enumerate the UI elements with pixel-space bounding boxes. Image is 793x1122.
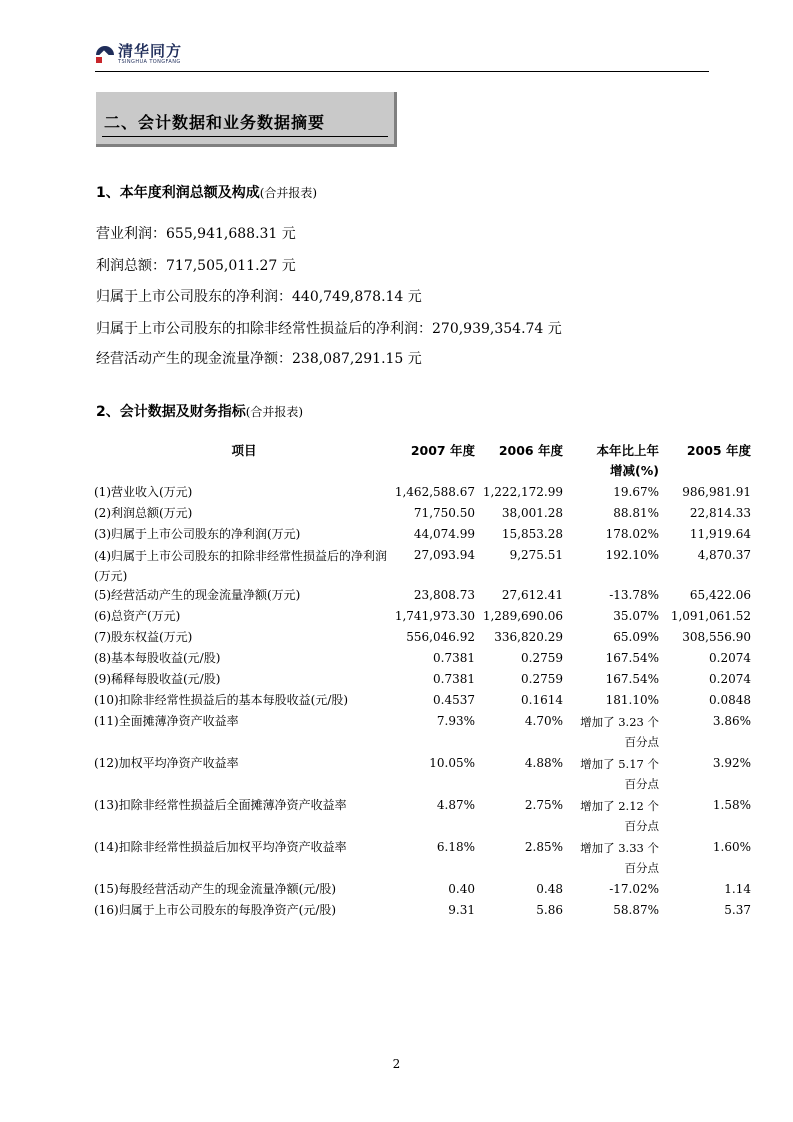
value-change: -17.02%	[609, 882, 659, 896]
row-label: (11)全面摊薄净资产收益率	[94, 714, 239, 728]
subsection-2-note: (合并报表)	[245, 405, 304, 419]
table-row	[94, 796, 751, 838]
value-2006: 0.1614	[521, 693, 563, 707]
table-row	[94, 546, 751, 586]
value-2006: 5.86	[536, 903, 563, 917]
value-change: 35.07%	[613, 609, 659, 623]
stat-net-profit-adjusted: 归属于上市公司股东的扣除非经常性损益后的净利润：270,939,354.74 元	[96, 321, 562, 337]
stat-net-profit: 归属于上市公司股东的净利润：440,749,878.14 元	[96, 289, 422, 305]
financial-indicators-table	[94, 437, 751, 922]
value-2007: 27,093.94	[413, 548, 475, 562]
header-change	[563, 437, 659, 483]
value-2006: 4.70%	[524, 714, 563, 728]
header-rule	[95, 71, 709, 72]
row-label: (2)利润总额(万元)	[94, 506, 193, 520]
value-2005: 4,870.37	[697, 548, 751, 562]
table-row	[94, 754, 751, 796]
section-title: 二、会计数据和业务数据摘要	[104, 113, 326, 132]
table-row	[94, 901, 751, 922]
value-change: 增加了 5.17 个 百分点	[580, 757, 659, 791]
value-2007: 4.87%	[436, 798, 475, 812]
table-row	[94, 838, 751, 880]
value-2006: 27,612.41	[501, 588, 563, 602]
value-2005: 1,091,061.52	[670, 609, 751, 623]
row-label: (15)每股经营活动产生的现金流量净额(元/股)	[94, 882, 337, 896]
value-2005: 1.58%	[712, 798, 751, 812]
value-2006: 4.88%	[524, 756, 563, 770]
table-row	[94, 670, 751, 691]
value-2007: 556,046.92	[406, 630, 475, 644]
value-change: 19.67%	[613, 485, 659, 499]
value-change: 58.87%	[613, 903, 659, 917]
value-2005: 5.37	[724, 903, 751, 917]
value-change: -13.78%	[609, 588, 659, 602]
table-row	[94, 628, 751, 649]
value-change: 167.54%	[605, 672, 659, 686]
row-label: (1)营业收入(万元)	[94, 485, 193, 499]
row-label: (10)扣除非经常性损益后的基本每股收益(元/股)	[94, 693, 349, 707]
value-2007: 9.31	[448, 903, 475, 917]
row-label: (4)归属于上市公司股东的扣除非经常性损益后的净利润(万元)	[94, 549, 388, 583]
row-label: (12)加权平均净资产收益率	[94, 756, 239, 770]
value-2007: 6.18%	[436, 840, 475, 854]
value-2005: 986,981.91	[682, 485, 751, 499]
value-2007: 10.05%	[429, 756, 475, 770]
value-2007: 1,741,973.30	[394, 609, 475, 623]
value-2006: 2.85%	[524, 840, 563, 854]
value-change: 增加了 3.23 个 百分点	[580, 715, 659, 749]
table-header-row	[94, 437, 751, 483]
value-change: 178.02%	[605, 527, 659, 541]
value-2005: 65,422.06	[689, 588, 751, 602]
value-2006: 2.75%	[524, 798, 563, 812]
row-label: (9)稀释每股收益(元/股)	[94, 672, 221, 686]
value-2005: 1.60%	[712, 840, 751, 854]
row-label: (13)扣除非经常性损益后全面摊薄净资产收益率	[94, 798, 347, 812]
value-2005: 0.2074	[709, 672, 751, 686]
header-change-line2: 增减(%)	[610, 463, 659, 478]
value-2005: 11,919.64	[689, 527, 751, 541]
header-item: 项目	[231, 443, 257, 458]
value-2007: 1,462,588.67	[394, 485, 475, 499]
row-label: (3)归属于上市公司股东的净利润(万元)	[94, 527, 301, 541]
value-2007: 44,074.99	[413, 527, 475, 541]
header-2007: 2007 年度	[410, 443, 475, 458]
table-row	[94, 691, 751, 712]
value-2005: 0.2074	[709, 651, 751, 665]
subsection-1-note: (合并报表)	[259, 186, 318, 200]
value-change: 192.10%	[605, 548, 659, 562]
header-2005: 2005 年度	[686, 443, 751, 458]
logo-chinese-name: 清华同方	[118, 42, 183, 60]
value-change: 88.81%	[613, 506, 659, 520]
table-row	[94, 712, 751, 754]
table-row	[94, 880, 751, 901]
row-label: (14)扣除非经常性损益后加权平均净资产收益率	[94, 840, 347, 854]
subsection-2-heading	[96, 401, 303, 421]
row-label: (7)股东权益(万元)	[94, 630, 193, 644]
page-number: 2	[392, 1057, 401, 1071]
value-2005: 308,556.90	[682, 630, 751, 644]
value-change: 增加了 3.33 个 百分点	[580, 841, 659, 875]
value-2007: 0.40	[448, 882, 475, 896]
value-2007: 71,750.50	[413, 506, 475, 520]
value-2006: 15,853.28	[501, 527, 563, 541]
subsection-2-title: 2、会计数据及财务指标	[96, 404, 246, 420]
value-2007: 0.7381	[433, 651, 475, 665]
value-2007: 7.93%	[436, 714, 475, 728]
table-row	[94, 649, 751, 670]
value-2005: 1.14	[724, 882, 751, 896]
value-2007: 0.4537	[433, 693, 475, 707]
subsection-1-heading	[96, 182, 317, 202]
value-2006: 9,275.51	[509, 548, 563, 562]
table-row	[94, 525, 751, 546]
table-row	[94, 504, 751, 525]
row-label: (8)基本每股收益(元/股)	[94, 651, 221, 665]
value-2006: 0.2759	[521, 651, 563, 665]
value-2005: 22,814.33	[689, 506, 751, 520]
table-row	[94, 586, 751, 607]
value-2006: 1,289,690.06	[482, 609, 563, 623]
header-2006: 2006 年度	[498, 443, 563, 458]
subsection-1-title: 1、本年度利润总额及构成	[96, 185, 260, 201]
logo-english-name: TSINGHUA TONGFANG	[118, 59, 181, 65]
value-change: 181.10%	[605, 693, 659, 707]
value-2006: 336,820.29	[494, 630, 563, 644]
row-label: (5)经营活动产生的现金流量净额(万元)	[94, 588, 301, 602]
value-2005: 3.92%	[712, 756, 751, 770]
value-2007: 0.7381	[433, 672, 475, 686]
value-change: 167.54%	[605, 651, 659, 665]
value-change: 65.09%	[613, 630, 659, 644]
stat-total-profit: 利润总额：717,505,011.27 元	[96, 258, 296, 274]
table-row	[94, 607, 751, 628]
value-change: 增加了 2.12 个 百分点	[580, 799, 659, 833]
value-2007: 23,808.73	[413, 588, 475, 602]
table-row	[94, 483, 751, 504]
company-logo	[96, 44, 182, 65]
value-2006: 0.48	[536, 882, 563, 896]
row-label: (16)归属于上市公司股东的每股净资产(元/股)	[94, 903, 337, 917]
stat-operating-profit: 营业利润：655,941,688.31 元	[96, 226, 296, 242]
stat-operating-cashflow: 经营活动产生的现金流量净额：238,087,291.15 元	[96, 351, 422, 367]
value-2005: 3.86%	[712, 714, 751, 728]
value-2005: 0.0848	[709, 693, 751, 707]
value-2006: 1,222,172.99	[482, 485, 563, 499]
value-2006: 38,001.28	[501, 506, 563, 520]
logo-mark-icon	[96, 46, 114, 64]
header-change-line1: 本年比上年	[596, 443, 659, 458]
row-label: (6)总资产(万元)	[94, 609, 181, 623]
section-title-box	[96, 92, 397, 147]
value-2006: 0.2759	[521, 672, 563, 686]
